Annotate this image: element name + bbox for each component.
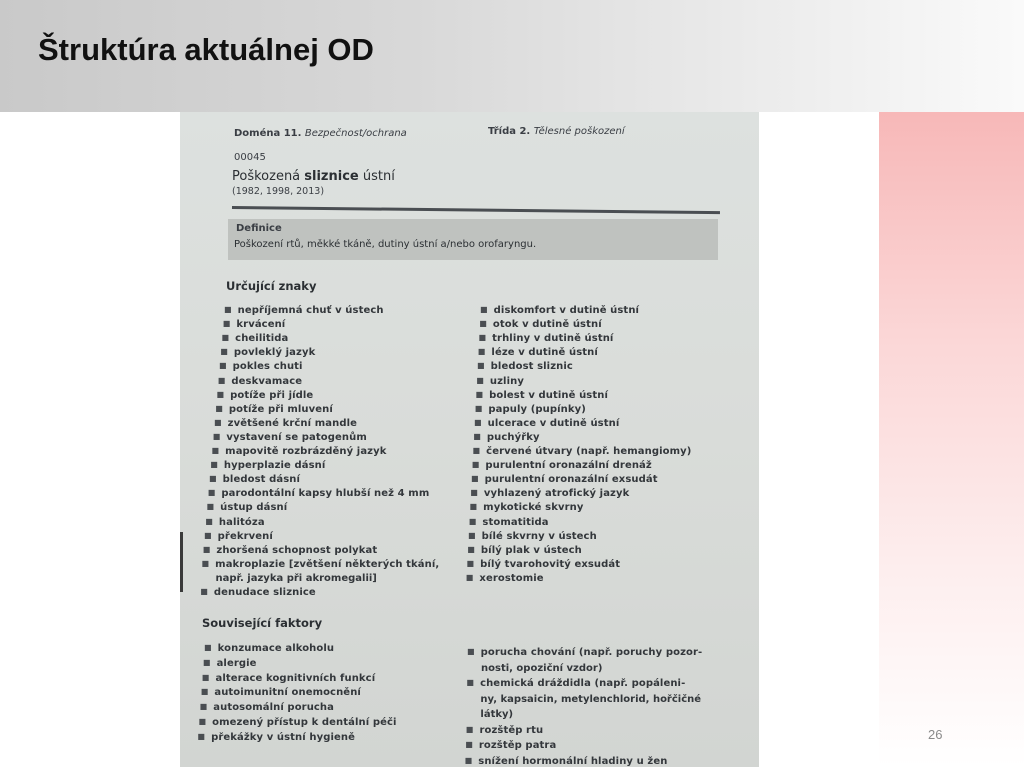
diagnosis-years: (1982, 1998, 2013) (232, 186, 325, 197)
list-item: ■ xerostomie (466, 573, 544, 584)
definition-text: Poškození rtů, měkké tkáně, dutiny ústní a/nebo orofaryngu. (234, 239, 537, 250)
list-item: ■ papuly (pupínky) (475, 404, 586, 415)
list-item: ■ halitóza (205, 517, 264, 528)
domain-label: Doména 11. Bezpečnost/ochrana (234, 128, 407, 139)
list-item: ■ zhoršená schopnost polykat (203, 545, 377, 556)
list-item: ■ nepříjemná chuť v ústech (224, 305, 384, 316)
list-item: ■ rozštěp patra (465, 740, 556, 751)
list-item: ■ trhliny v dutině ústní (479, 333, 614, 344)
list-item: ■ překážky v ústní hygieně (197, 732, 355, 743)
diagnosis-code: 00045 (234, 152, 266, 163)
list-item: ■ snížení hormonální hladiny u žen (465, 756, 668, 767)
list-item: ■ omezený přístup k dentální péči (199, 717, 397, 728)
list-item: ■ puchýřky (473, 432, 539, 443)
list-item-continuation: ny, kapsaicin, metylenchlorid, hořčičné (480, 693, 702, 705)
list-item-continuation: nosti, opoziční vzdor) (481, 662, 603, 674)
list-item: ■ alergie (203, 658, 257, 669)
list-item: ■ makroplazie [zvětšení některých tkání, (202, 559, 440, 570)
book-page-photo (180, 112, 759, 767)
list-item: ■ autosomální porucha (200, 702, 334, 713)
list-item: ■ konzumace alkoholu (204, 643, 334, 654)
list-item: ■ bílé skvrny v ústech (468, 531, 597, 542)
list-item: ■ uzliny (476, 376, 524, 387)
list-item: ■ vyhlazený atrofický jazyk (470, 488, 629, 499)
slide-page-number: 26 (928, 727, 943, 742)
list-item: ■ denudace sliznice (200, 587, 316, 598)
slide-header (0, 0, 1024, 112)
list-item-continuation: látky) (480, 709, 514, 720)
definition-box (228, 219, 718, 260)
list-item: ■ zvětšené krční mandle (214, 418, 357, 429)
page-edge-shadow (180, 532, 183, 592)
list-item: ■ bledost sliznic (477, 361, 573, 372)
list-item: ■ potíže při jídle (217, 390, 314, 401)
decorative-side-bar (879, 112, 1024, 767)
factors-title: Související faktory (202, 616, 323, 630)
list-item: ■ mykotické skvrny (470, 502, 584, 513)
list-item: ■ otok v dutině ústní (479, 319, 602, 330)
list-item: ■ povleklý jazyk (220, 347, 315, 358)
list-item: ■ diskomfort v dutině ústní (480, 305, 639, 316)
list-item: ■ krvácení (223, 319, 286, 330)
list-item: ■ ulcerace v dutině ústní (474, 418, 619, 429)
list-item: ■ alterace kognitivních funkcí (202, 673, 375, 684)
list-item: ■ bílý plak v ústech (467, 545, 582, 556)
list-item: ■ purulentní oronazální drenáž (472, 460, 652, 471)
list-item: ■ pokles chuti (219, 361, 303, 372)
list-item: ■ bledost dásní (209, 474, 300, 485)
list-item: ■ deskvamace (218, 376, 302, 387)
list-item-continuation: např. jazyka při akromegalii] (215, 572, 377, 584)
list-item: ■ rozštěp rtu (466, 725, 543, 736)
definition-title: Definice (236, 223, 282, 234)
characteristics-title: Určující znaky (226, 279, 317, 293)
list-item: ■ bílý tvarohovitý exsudát (467, 559, 621, 570)
list-item: ■ hyperplazie dásní (210, 460, 325, 471)
diagnosis-name: Poškozená sliznice ústní (232, 169, 395, 184)
list-item: ■ chemická dráždidla (např. popáleni- (466, 678, 685, 689)
heading-rule (232, 206, 720, 214)
list-item: ■ cheilitida (222, 333, 289, 344)
list-item: ■ parodontální kapsy hlubší než 4 mm (208, 488, 430, 499)
list-item: ■ potíže při mluvení (215, 404, 333, 415)
list-item: ■ stomatitida (469, 517, 549, 528)
list-item: ■ purulentní oronazální exsudát (471, 474, 658, 485)
class-label: Třída 2. Tělesné poškození (488, 126, 625, 137)
list-item: ■ bolest v dutině ústní (476, 390, 609, 401)
list-item: ■ překrvení (204, 531, 273, 542)
slide-title: Štruktúra aktuálnej OD (38, 32, 374, 67)
list-item: ■ porucha chování (např. poruchy pozor- (467, 647, 702, 658)
list-item: ■ vystavení se patogenům (213, 432, 367, 443)
list-item: ■ mapovitě rozbrázděný jazyk (212, 446, 387, 457)
list-item: ■ ústup dásní (207, 502, 288, 513)
list-item: ■ červené útvary (např. hemangiomy) (473, 446, 692, 457)
list-item: ■ autoimunitní onemocnění (201, 687, 361, 698)
list-item: ■ léze v dutině ústní (478, 347, 598, 358)
